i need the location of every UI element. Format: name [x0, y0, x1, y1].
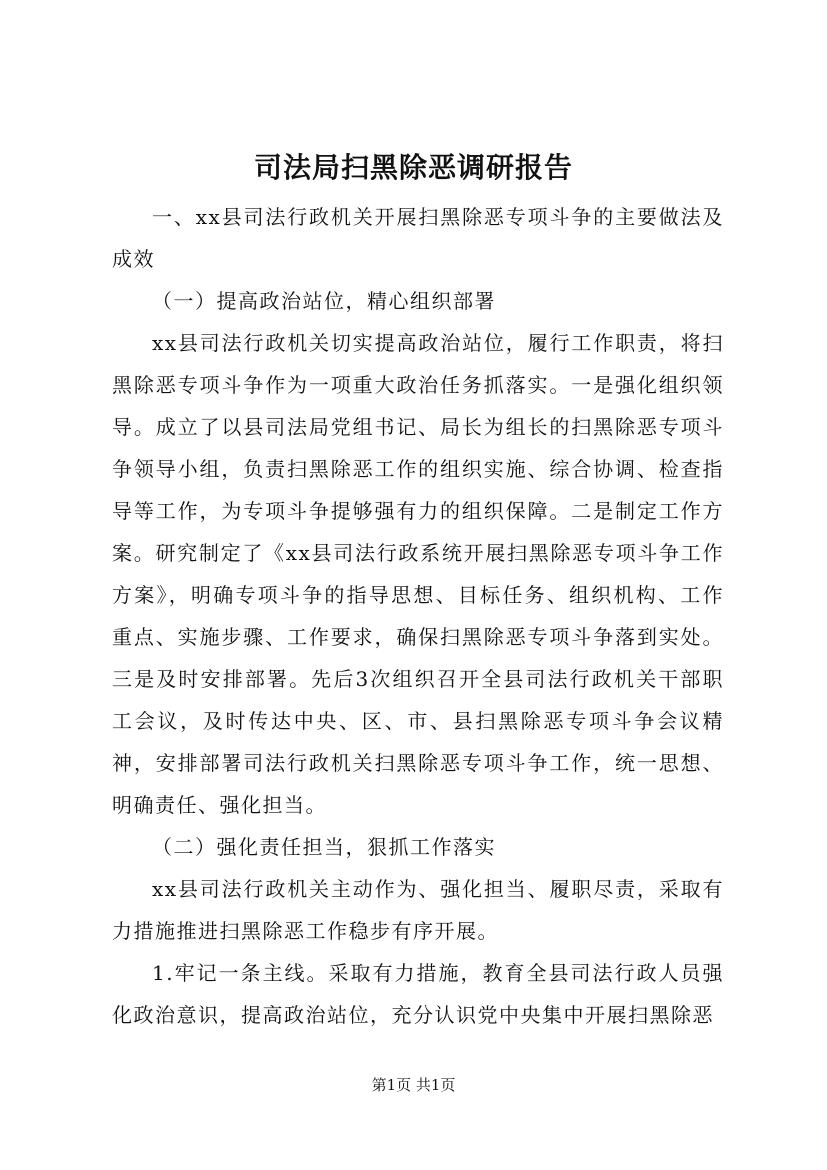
subsection-heading-1: （一）提高政治站位，精心组织部署: [152, 289, 496, 313]
subsection-heading-2: （二）强化责任担当，狠抓工作落实: [152, 835, 496, 859]
document-body: [112, 196, 724, 1036]
body-paragraph-1: xx县司法行政机关切实提高政治站位，履行工作职责，将扫黑除恶专项斗争作为一项重大政治任务抓落实。一是强化组织领导。成立了以县司法局党组书记、局长为组长的扫黑除恶专项斗争领导小组，负责扫黑除恶工作的组织实施、综合协调、检查指导等工作，为专项斗争提够强有力的组织保障。二是制定工作方案。研究制定了《xx县司法行政系统开展扫黑除恶专项斗争工作方案》，明确专项斗争的指导思想、目标任务、组织机构、工作重点、实施步骤、工作要求，确保扫黑除恶专项斗争落到实处。三是及时安排部署。先后3次组织召开全县司法行政机关干部职工会议，及时传达中央、区、市、县扫黑除恶专项斗争会议精神，安排部署司法行政机关扫黑除恶专项斗争工作，统一思想、明确责任、强化担当。: [112, 331, 724, 817]
document-title: 司法局扫黑除恶调研报告: [253, 151, 573, 184]
body-paragraph-2: xx县司法行政机关主动作为、强化担当、履职尽责，采取有力措施推进扫黑除恶工作稳步有序开展。: [112, 877, 724, 943]
body-paragraph-3: 1.牢记一条主线。采取有力措施，教育全县司法行政人员强化政治意识，提高政治站位，充分认识党中央集中开展扫黑除恶: [112, 961, 724, 1027]
section-heading: 一、xx县司法行政机关开展扫黑除恶专项斗争的主要做法及成效: [112, 205, 724, 271]
page-footer: 第1页 共1页: [371, 1076, 456, 1094]
